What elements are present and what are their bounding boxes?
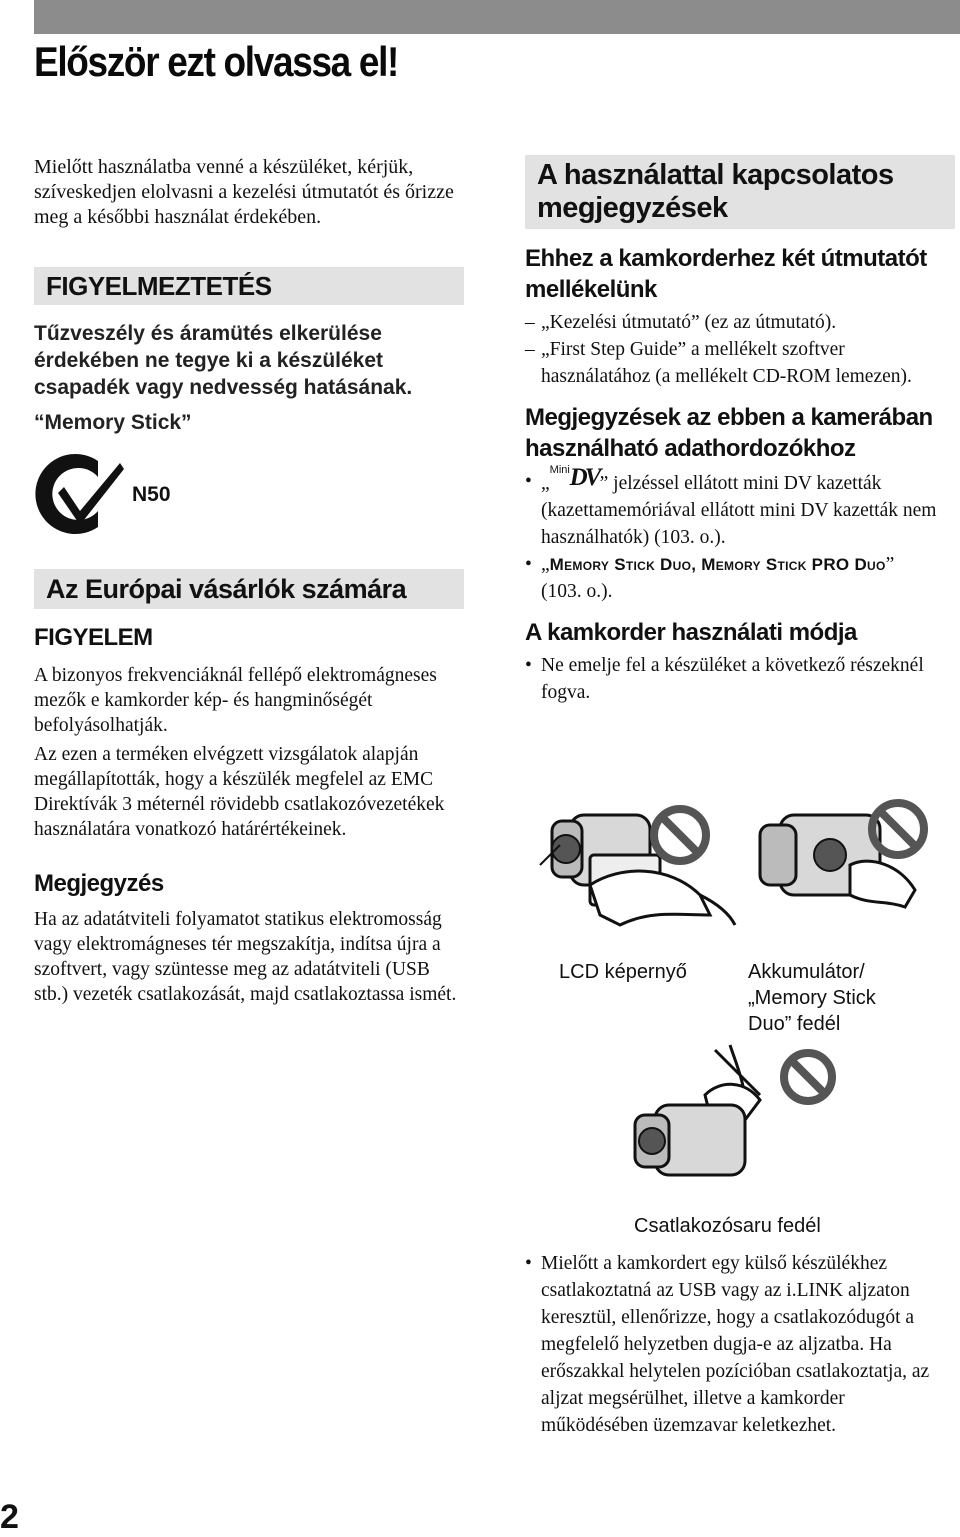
ctick-logo-area: [34, 445, 464, 545]
minidv-logo: Mini DV: [549, 464, 599, 491]
mode-heading: A kamkorder használati módja: [525, 619, 857, 646]
media-list: [525, 464, 955, 605]
camcorder-battery-illustration: [760, 815, 915, 907]
eu-heading: Az Európai vásárlók számára: [34, 569, 464, 609]
guides-list-item: – „First Step Guide” a mellékelt szoftver használatához (a mellékelt CD-ROM lemezen).: [525, 339, 912, 387]
caption-shoe: Csatlakozósaru fedél: [634, 1215, 821, 1237]
guides-list-item: – „Kezelési útmutató” (ez az útmutató).: [525, 312, 837, 333]
media-list-item: • „Memory Stick Duo, Memory Stick PRO Duo” (103. o.).: [525, 554, 895, 602]
connect-list-item: • Mielőtt a kamkordert egy külső készülékhez csatlakoztatná az USB vagy az i.LINK aljzaton keresztül, ellenőrizze, hogy a csatlakozódugót a megfelelő helyzetben dugja-e az aljzatba. Ha erőszakkal helytelen pozícióban csatlakoztatja, az aljzat megsérülhet, illetve a kamkorder működésében üzemzavar keletkezhet.: [525, 1253, 930, 1436]
note-heading: Megjegyzés: [34, 870, 164, 897]
prohibition-icon: [784, 1053, 832, 1101]
n50-label: N50: [132, 483, 171, 506]
guides-heading: Ehhez a kamkorderhez két útmutatót mellékelünk: [525, 245, 927, 303]
caption-battery: Akkumulátor/ „Memory Stick Duo” fedél: [748, 961, 876, 1035]
attention-paragraph-2: Az ezen a terméken elvégzett vizsgálatok alapján megállapították, hogy a készülék megfelel az EMC Direktívák 3 méternél rövidebb csatlakozóvezetékek használatára vonatkozó határértékeinek.: [34, 744, 445, 840]
mode-list: [525, 652, 955, 706]
usage-heading: A használattal kapcsolatos megjegyzések: [525, 155, 955, 229]
media-heading: Megjegyzések az ebben a kamerában használható adathordozókhoz: [525, 404, 933, 462]
media-list-item: • „ Mini DV ” jelzéssel ellátott mini DV kazetták (kazettamemóriával ellátott mini DV kazetták nem használhatók) (103. o.).: [525, 464, 937, 548]
attention-heading: FIGYELEM: [34, 624, 153, 651]
warning-heading: FIGYELMEZTETÉS: [34, 267, 464, 305]
intro-paragraph: Mielőtt használatba venné a készüléket, kérjük, szíveskedjen elolvasni a kezelési útmutatót és őrizze meg a későbbi használat érdekében.: [34, 156, 454, 228]
right-column: [525, 155, 955, 706]
left-column: [34, 155, 464, 1007]
page-title: Először ezt olvassa el!: [34, 38, 399, 85]
warning-text: Tűzveszély és áramütés elkerülése érdekében ne tegye ki a készüléket csapadék vagy nedvesség hatásának.: [34, 322, 413, 399]
prohibition-icon: [654, 809, 706, 861]
memory-stick-label: “Memory Stick”: [34, 411, 192, 434]
ctick-logo-icon: [34, 449, 126, 539]
header-bar: [34, 0, 960, 34]
camcorder-shoe-illustration: [635, 1045, 760, 1175]
mode-list-item: • Ne emelje fel a készüléket a következő részeknél fogva.: [525, 655, 924, 703]
attention-paragraph-1: A bizonyos frekvenciáknál fellépő elektromágneses mezők e kamkorder kép- és hangminőségét befolyásolhatják.: [34, 665, 437, 736]
guides-list: [525, 309, 955, 390]
page-number: 2: [0, 1498, 19, 1536]
caption-lcd: LCD képernyő: [559, 961, 687, 983]
connect-list: [525, 1250, 950, 1439]
memory-stick-brand: Memory Stick Duo, Memory Stick PRO Duo: [549, 555, 886, 574]
note-paragraph: Ha az adatátviteli folyamatot statikus elektromosság vagy elektromágneses tér megszakítja, indítsa újra a szoftvert, vagy szüntesse meg az adatátviteli (USB stb.) vezeték csatlakozását, majd csatlakoztassa ismét.: [34, 909, 457, 1005]
